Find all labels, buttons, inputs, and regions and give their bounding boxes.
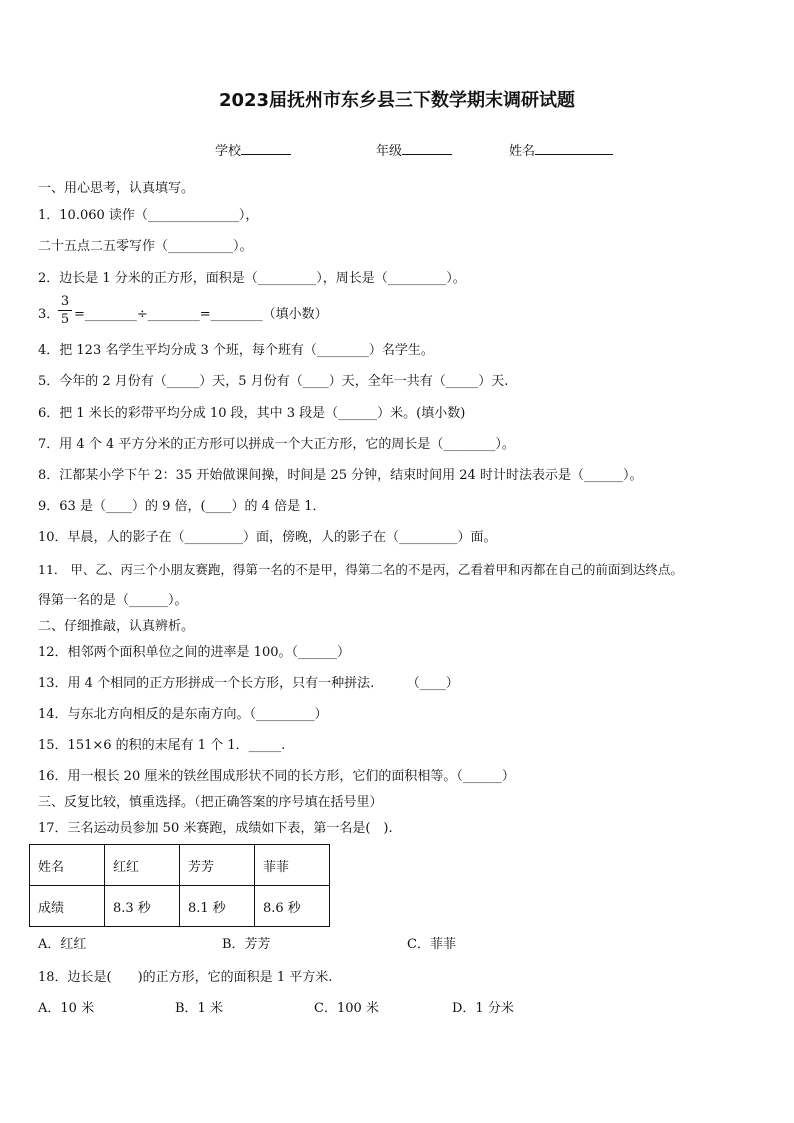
section-2-heading: 二、仔细推敲，认真辨析。 — [38, 619, 195, 634]
q18-option-a[interactable]: A．10 米 — [38, 1001, 95, 1016]
q17-option-a[interactable]: A．红红 — [38, 937, 87, 952]
name-label: 姓名 — [509, 144, 536, 159]
question-10: 10．早晨，人的影子在（_________）面，傍晚，人的影子在（_________）面。 — [38, 530, 497, 545]
page-title: 2023届抚州市东乡县三下数学期末调研试题 — [218, 90, 576, 111]
question-3-number: 3． — [38, 307, 60, 322]
grade-field[interactable] — [376, 140, 452, 159]
table-cell: 8.3 秒 — [105, 886, 180, 927]
table-cell: 菲菲 — [255, 845, 330, 886]
question-9: 9．63 是（____）的 9 倍，(____）的 4 倍是 1． — [38, 499, 326, 514]
fraction-numerator: 3 — [60, 294, 70, 309]
table-cell: 成绩 — [30, 886, 105, 927]
results-table — [29, 844, 330, 927]
table-cell: 红红 — [105, 845, 180, 886]
section-1-heading: 一、用心思考，认真填写。 — [38, 181, 195, 196]
school-label: 学校 — [215, 144, 242, 159]
section-3-heading: 三、反复比较，慎重选择。（把正确答案的序号填在括号里） — [38, 795, 383, 810]
fraction-denominator: 5 — [60, 312, 70, 327]
name-field[interactable] — [509, 140, 613, 159]
question-11: 11． 甲、乙、丙三个小朋友赛跑，得第一名的不是甲，得第二名的不是丙，乙看着甲和丙都在自己的前面到达终点。 — [38, 562, 683, 577]
question-16: 16．用一根长 20 厘米的铁丝围成形状不同的长方形，它们的面积相等。（______） — [38, 769, 515, 784]
q17-option-b[interactable]: B．芳芳 — [222, 937, 271, 952]
school-field[interactable] — [215, 140, 291, 159]
table-row — [30, 886, 330, 927]
question-12: 12．相邻两个面积单位之间的进率是 100。（______） — [38, 645, 350, 660]
question-11-part-2: 得第一名的是（______）。 — [38, 593, 188, 608]
question-13: 13．用 4 个相同的正方形拼成一个长方形，只有一种拼法. （____） — [38, 676, 459, 691]
grade-blank[interactable] — [402, 142, 452, 155]
fraction-three-fifths — [58, 294, 72, 327]
question-18: 18．边长是( )的正方形，它的面积是 1 平方米. — [38, 970, 333, 985]
question-14: 14．与东北方向相反的是东南方向。（_________） — [38, 707, 328, 722]
question-17: 17．三名运动员参加 50 米赛跑，成绩如下表，第一名是( ). — [38, 821, 393, 836]
table-cell: 芳芳 — [180, 845, 255, 886]
grade-label: 年级 — [376, 144, 403, 159]
table-cell: 8.6 秒 — [255, 886, 330, 927]
fraction-bar — [58, 310, 72, 311]
name-blank[interactable] — [535, 142, 613, 155]
question-15: 15．151×6 的积的末尾有 1 个 1．_____. — [38, 738, 286, 753]
question-2: 2．边长是 1 分米的正方形，面积是（_________），周长是（_________）。 — [38, 271, 466, 286]
q17-option-c[interactable]: C．菲菲 — [407, 937, 456, 952]
question-6: 6．把 1 米长的彩带平均分成 10 段，其中 3 段是（______）米。(填小数) — [38, 406, 466, 421]
question-5: 5．今年的 2 月份有（_____）天，5 月份有（____）天，全年一共有（_____）天. — [38, 374, 509, 389]
school-blank[interactable] — [241, 142, 291, 155]
question-4: 4．把 123 名学生平均分成 3 个班，每个班有（________）名学生。 — [38, 343, 434, 358]
question-3: =________÷________=________（填小数） — [74, 307, 328, 322]
table-cell: 姓名 — [30, 845, 105, 886]
question-1-part-2: 二十五点二五零写作（__________）。 — [38, 239, 253, 254]
q18-option-d[interactable]: D．1 分米 — [452, 1001, 514, 1016]
q18-option-b[interactable]: B．1 米 — [175, 1001, 223, 1016]
q18-option-c[interactable]: C．100 米 — [314, 1001, 379, 1016]
question-1: 1．10.060 读作（______________）， — [38, 208, 259, 223]
question-7: 7．用 4 个 4 平方分米的正方形可以拼成一个大正方形，它的周长是（________）。 — [38, 437, 515, 452]
table-cell: 8.1 秒 — [180, 886, 255, 927]
question-8: 8．江都某小学下午 2：35 开始做课间操，时间是 25 分钟，结束时间用 24 时计时法表示是（______）。 — [38, 468, 643, 483]
table-row — [30, 845, 330, 886]
